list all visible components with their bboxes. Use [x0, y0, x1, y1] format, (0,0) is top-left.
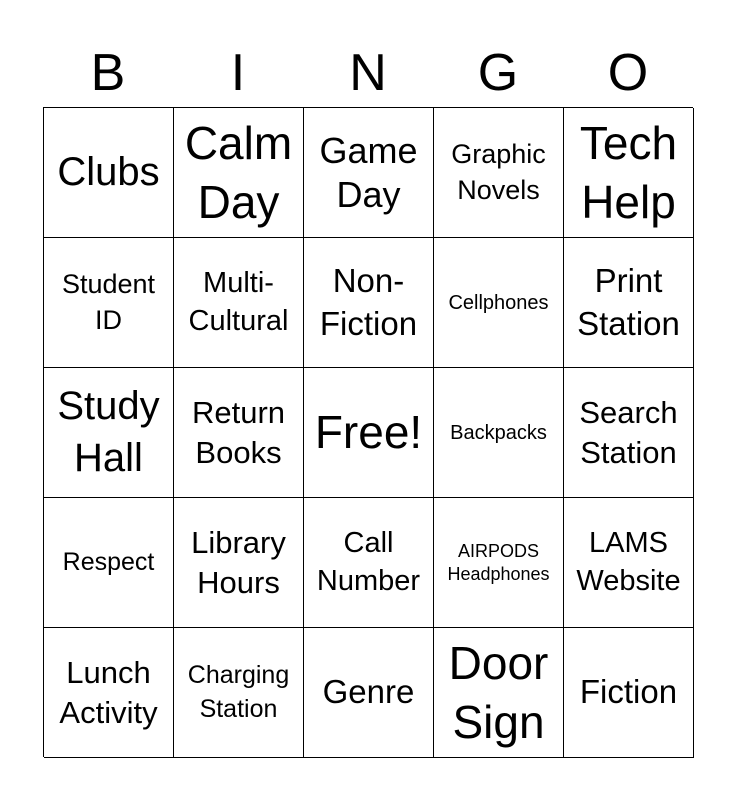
bingo-cell[interactable]: Multi- Cultural: [174, 238, 304, 368]
bingo-cell[interactable]: Respect: [44, 498, 174, 628]
bingo-cell[interactable]: Library Hours: [174, 498, 304, 628]
bingo-cell[interactable]: Calm Day: [174, 108, 304, 238]
free-space-cell[interactable]: Free!: [304, 368, 434, 498]
bingo-cell[interactable]: Non- Fiction: [304, 238, 434, 368]
header-letter-g: G: [477, 44, 519, 102]
bingo-cell[interactable]: Cellphones: [434, 238, 564, 368]
header-letter-i: I: [230, 44, 246, 102]
bingo-cell[interactable]: Fiction: [564, 628, 694, 758]
bingo-cell[interactable]: LAMS Website: [564, 498, 694, 628]
bingo-cell[interactable]: Clubs: [44, 108, 174, 238]
header-letter-o: O: [607, 44, 649, 102]
bingo-cell[interactable]: Student ID: [44, 238, 174, 368]
header-letter-b: B: [90, 44, 126, 102]
bingo-cell[interactable]: Tech Help: [564, 108, 694, 238]
bingo-cell[interactable]: Print Station: [564, 238, 694, 368]
bingo-cell[interactable]: Call Number: [304, 498, 434, 628]
bingo-cell[interactable]: Charging Station: [174, 628, 304, 758]
bingo-board: [43, 107, 693, 757]
bingo-cell[interactable]: Graphic Novels: [434, 108, 564, 238]
bingo-cell[interactable]: Lunch Activity: [44, 628, 174, 758]
bingo-header: [43, 40, 693, 106]
bingo-cell[interactable]: Door Sign: [434, 628, 564, 758]
bingo-cell[interactable]: Game Day: [304, 108, 434, 238]
header-letter-n: N: [349, 44, 387, 102]
bingo-cell[interactable]: Search Station: [564, 368, 694, 498]
bingo-cell[interactable]: Study Hall: [44, 368, 174, 498]
bingo-cell[interactable]: AIRPODS Headphones: [434, 498, 564, 628]
bingo-cell[interactable]: Return Books: [174, 368, 304, 498]
bingo-cell[interactable]: Genre: [304, 628, 434, 758]
bingo-cell[interactable]: Backpacks: [434, 368, 564, 498]
